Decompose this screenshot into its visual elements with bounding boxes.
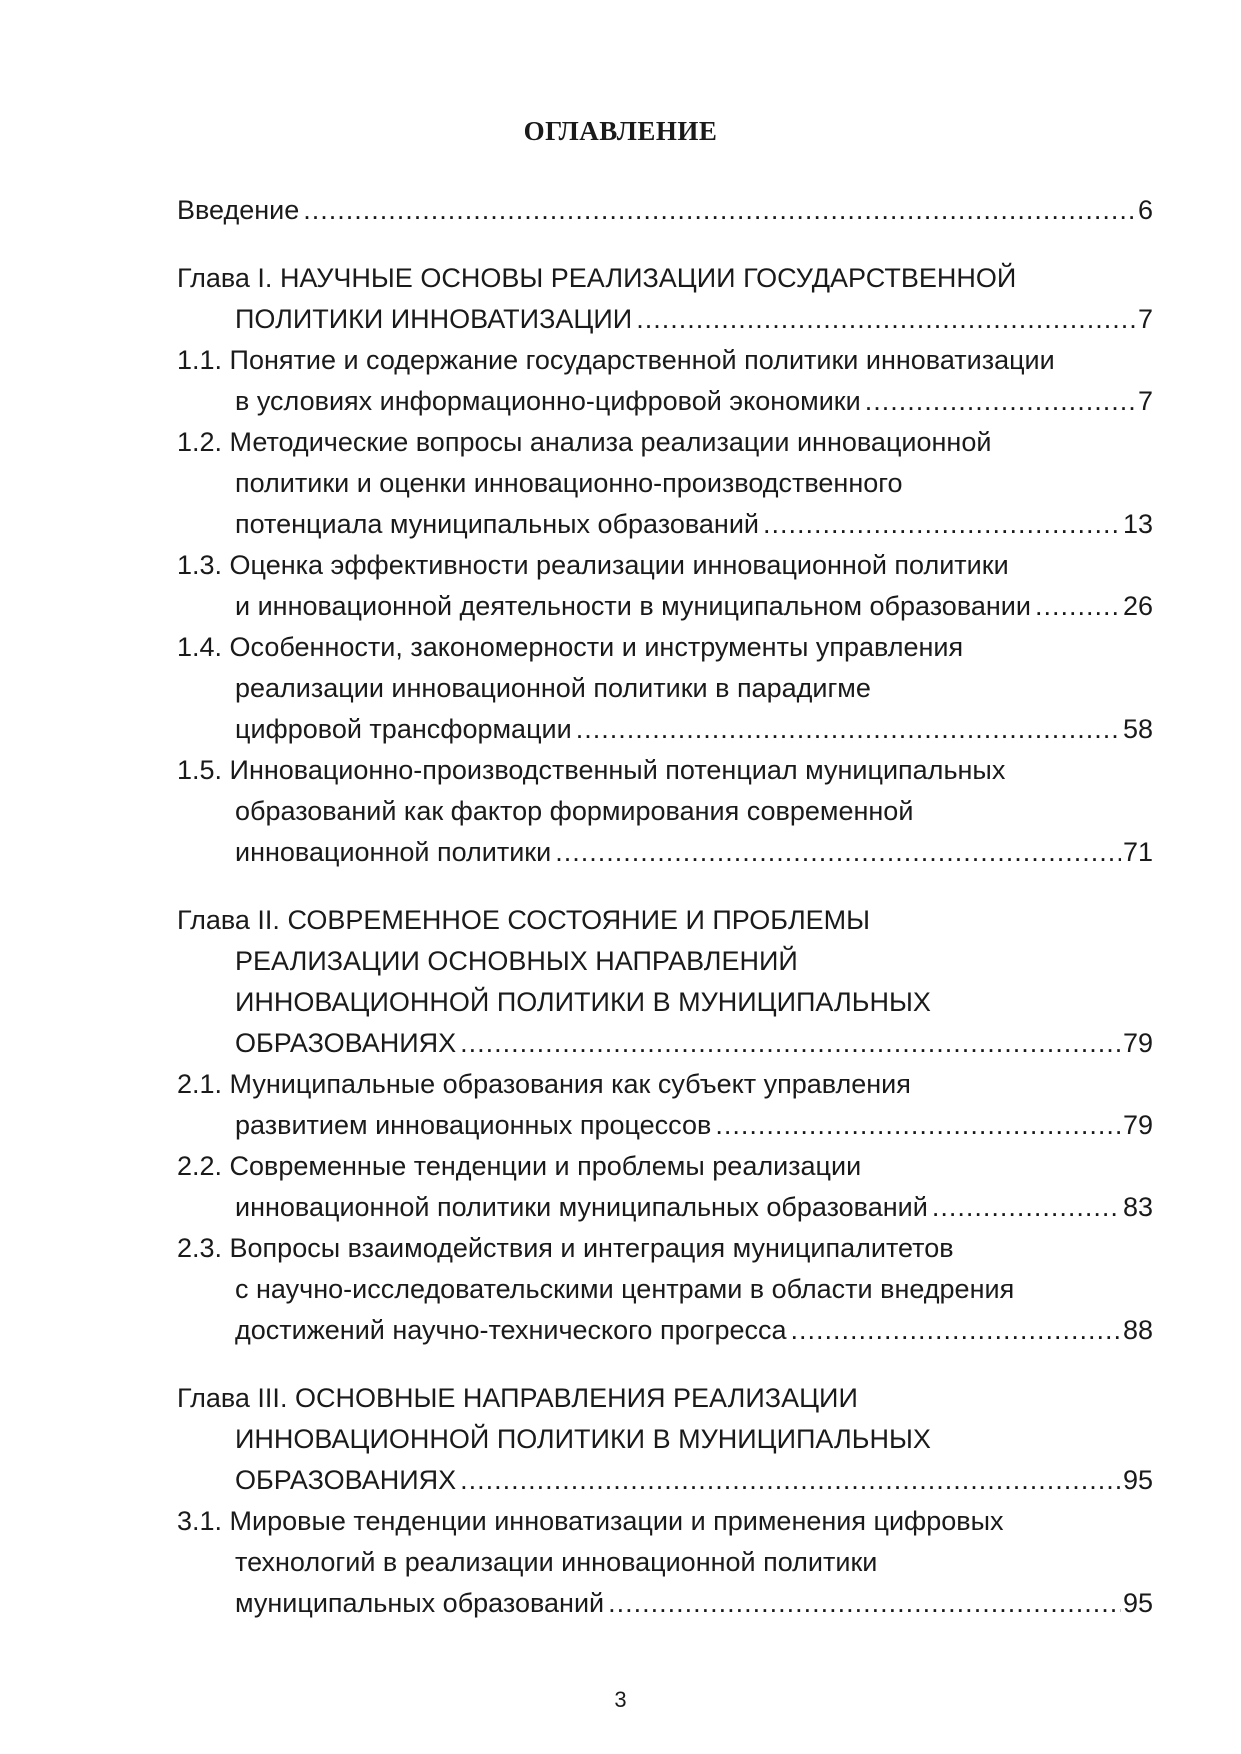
toc-page-number: 26 — [1122, 591, 1153, 621]
toc-line: 3.1. Мировые тенденции инноватизации и применения цифровых — [177, 1506, 1004, 1536]
toc-line: 2.1. Муниципальные образования как субъект управления — [177, 1069, 911, 1099]
dot-leader — [303, 190, 1136, 231]
toc-entry-text: достижений научно-технического прогресса — [235, 1315, 787, 1345]
toc-line: 1.3. Оценка эффективности реализации инновационной политики — [177, 550, 1009, 580]
dot-leader — [932, 1187, 1121, 1228]
dot-leader — [791, 1310, 1121, 1351]
toc-entry — [177, 340, 1153, 422]
toc-line: 2.2. Современные тенденции и проблемы реализации — [177, 1151, 862, 1181]
toc-entry-text: ОБРАЗОВАНИЯХ — [235, 1028, 457, 1058]
toc-entry — [177, 1064, 1153, 1146]
dot-leader — [715, 1105, 1121, 1146]
toc-line — [177, 1023, 1153, 1064]
toc-page-number: 7 — [1137, 304, 1153, 334]
toc-line: ИННОВАЦИОННОЙ ПОЛИТИКИ В МУНИЦИПАЛЬНЫХ — [235, 1424, 931, 1454]
toc-entry-text: инновационной политики — [235, 837, 552, 867]
toc-entry — [177, 422, 1153, 545]
toc-entry-text: инновационной политики муниципальных образований — [235, 1192, 928, 1222]
dot-leader — [608, 1583, 1121, 1624]
toc-entry-text: ОБРАЗОВАНИЯХ — [235, 1465, 457, 1495]
toc-line: реализации инновационной политики в парадигме — [235, 673, 871, 703]
toc-line: ИННОВАЦИОННОЙ ПОЛИТИКИ В МУНИЦИПАЛЬНЫХ — [235, 987, 931, 1017]
dot-leader — [763, 504, 1121, 545]
dot-leader — [555, 832, 1121, 873]
toc-page-number: 13 — [1122, 509, 1153, 539]
toc-line: Глава I. НАУЧНЫЕ ОСНОВЫ РЕАЛИЗАЦИИ ГОСУДАРСТВЕННОЙ — [177, 263, 1017, 293]
toc-line: Глава II. СОВРЕМЕННОЕ СОСТОЯНИЕ И ПРОБЛЕМЫ — [177, 905, 871, 935]
toc-line: 2.3. Вопросы взаимодействия и интеграция муниципалитетов — [177, 1233, 954, 1263]
toc-entry-text: Введение — [177, 195, 300, 225]
dot-leader — [1035, 586, 1121, 627]
toc-line — [177, 1460, 1153, 1501]
dot-leader — [865, 381, 1136, 422]
table-of-contents — [177, 190, 1153, 1624]
toc-page-number: 88 — [1122, 1315, 1153, 1345]
page-title: ОГЛАВЛЕНИЕ — [523, 116, 718, 146]
toc-page-number: 7 — [1137, 386, 1153, 416]
toc-line: политики и оценки инновационно-производственного — [235, 468, 903, 498]
dot-leader — [460, 1023, 1121, 1064]
toc-entry-text: ПОЛИТИКИ ИННОВАТИЗАЦИИ — [235, 304, 633, 334]
toc-chapter-entry — [177, 900, 1153, 1064]
toc-line: с научно-исследовательскими центрами в области внедрения — [235, 1274, 1015, 1304]
toc-line — [177, 1105, 1153, 1146]
toc-entry-text: в условиях информационно-цифровой экономики — [235, 386, 861, 416]
toc-line: Глава III. ОСНОВНЫЕ НАПРАВЛЕНИЯ РЕАЛИЗАЦИИ — [177, 1383, 858, 1413]
toc-page-number: 6 — [1137, 195, 1153, 225]
toc-page-number: 95 — [1122, 1465, 1153, 1495]
toc-line: 1.2. Методические вопросы анализа реализации инновационной — [177, 427, 992, 457]
toc-line: 1.4. Особенности, закономерности и инструменты управления — [177, 632, 964, 662]
toc-entry-text: цифровой трансформации — [235, 714, 572, 744]
toc-entry-text: потенциала муниципальных образований — [235, 509, 759, 539]
toc-line: 1.1. Понятие и содержание государственной политики инноватизации — [177, 345, 1055, 375]
toc-page-number: 79 — [1122, 1110, 1153, 1140]
toc-line: 1.5. Инновационно-производственный потенциал муниципальных — [177, 755, 1006, 785]
toc-line — [177, 1310, 1153, 1351]
toc-line — [177, 1583, 1153, 1624]
toc-entry-text: муниципальных образований — [235, 1588, 605, 1618]
page-number: 3 — [614, 1687, 627, 1712]
toc-entry — [177, 750, 1153, 873]
dot-leader — [576, 709, 1121, 750]
toc-entry — [177, 1146, 1153, 1228]
toc-line — [177, 381, 1153, 422]
toc-line: технологий в реализации инновационной политики — [235, 1547, 878, 1577]
toc-page-number: 58 — [1122, 714, 1153, 744]
toc-page-number: 95 — [1122, 1588, 1153, 1618]
toc-entry-text: и инновационной деятельности в муниципальном образовании — [235, 591, 1031, 621]
toc-entry-text: развитием инновационных процессов — [235, 1110, 712, 1140]
toc-page-number: 83 — [1122, 1192, 1153, 1222]
toc-chapter-entry — [177, 1378, 1153, 1501]
dot-leader — [460, 1460, 1121, 1501]
toc-entry — [177, 545, 1153, 627]
toc-line — [177, 709, 1153, 750]
toc-entry — [177, 1228, 1153, 1351]
toc-line — [177, 1187, 1153, 1228]
toc-line — [177, 504, 1153, 545]
toc-page-number: 79 — [1122, 1028, 1153, 1058]
toc-line — [177, 832, 1153, 873]
toc-line — [177, 586, 1153, 627]
toc-line — [177, 299, 1153, 340]
toc-entry — [177, 190, 1153, 231]
toc-chapter-entry — [177, 258, 1153, 340]
toc-page-number: 71 — [1122, 837, 1153, 867]
toc-line — [177, 190, 1153, 231]
toc-line: РЕАЛИЗАЦИИ ОСНОВНЫХ НАПРАВЛЕНИЙ — [235, 946, 798, 976]
toc-line: образований как фактор формирования современной — [235, 796, 914, 826]
toc-entry — [177, 627, 1153, 750]
dot-leader — [636, 299, 1136, 340]
toc-entry — [177, 1501, 1153, 1624]
